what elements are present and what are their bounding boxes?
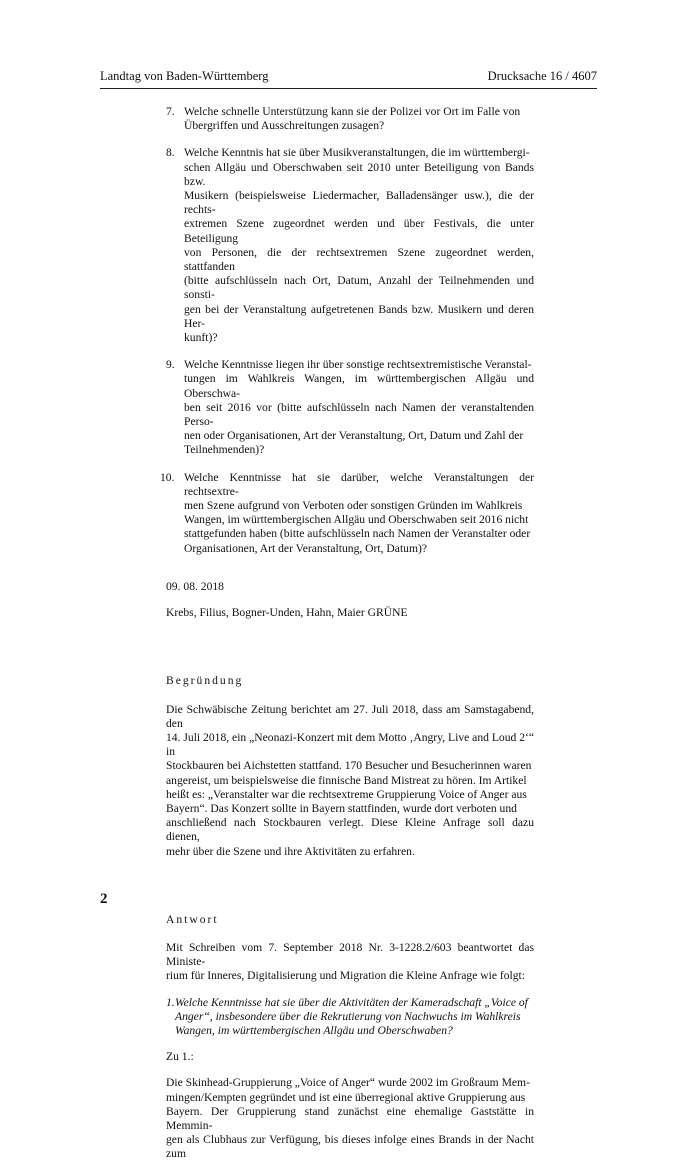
question-number: 10. [160, 470, 175, 484]
begruendung-line: Stockbauren bei Aichstetten stattfand. 170 Besucher und Besucherinnen waren [166, 759, 532, 773]
question-line: Musikern (beispielsweise Liedermacher, Balladensänger usw.), die der rechts- [184, 189, 534, 217]
question-number: 8. [166, 146, 175, 160]
question-item [166, 358, 534, 457]
question-line: kunft)? [184, 331, 218, 345]
question-line: ben seit 2016 vor (bitte aufschlüsseln nach Namen der veranstaltenden Perso- [184, 400, 534, 429]
question-line: von Personen, die der rechtsextremen Szene zugeordnet werden, stattfanden [184, 245, 534, 274]
answer-question-line: Welche Kenntnisse hat sie über die Aktivitäten der Kameradschaft „Voice of [175, 995, 528, 1009]
page-number: 2 [100, 891, 108, 907]
begruendung-line: angereist, um beispielsweise die finnische Band Mistreat zu hören. Im Artikel [166, 773, 527, 787]
question-line: Welche Kenntnisse liegen ihr über sonstige rechtsextremistische Veranstal- [184, 358, 532, 372]
answer-question-number: 1. [166, 995, 175, 1009]
document-body [160, 105, 534, 1174]
page-header [100, 68, 597, 84]
question-line: Welche Kenntnisse hat sie darüber, welche Veranstaltungen der rechtsextre- [184, 470, 534, 498]
question-line: stattgefunden haben (bitte aufschlüsseln nach Namen der Veranstalter oder [184, 527, 531, 541]
question-line: Welche schnelle Unterstützung kann sie der Polizei vor Ort im Falle von [184, 105, 521, 118]
begruendung-line: 14. Juli 2018, ein „Neonazi-Konzert mit dem Motto ‚Angry, Live and Loud 2‘“ in [166, 730, 534, 759]
question-line: gen bei der Veranstaltung aufgetretenen Bands bzw. Musikern und deren Her- [184, 302, 534, 330]
answer-question-line: Wangen, im württembergischen Allgäu und Oberschwaben? [175, 1023, 453, 1037]
answer-question-text [175, 996, 534, 1039]
question-text [184, 358, 534, 457]
question-line: extremen Szene zugeordnet werden und über Festivals, die unter Beteiligung [184, 217, 534, 245]
question-line: schen Allgäu und Oberschwaben seit 2010 unter Beteiligung von Bands bzw. [184, 160, 534, 188]
question-item [160, 470, 534, 556]
question-line: Organisationen, Art der Veranstaltung, Ort, Datum)? [184, 541, 427, 555]
begruendung-heading: Begründung [166, 674, 244, 688]
antwort-heading: Antwort [166, 912, 219, 926]
answer-label: Zu 1.: [166, 1050, 194, 1064]
question-line: Teilnehmenden)? [184, 443, 265, 457]
question-line: tungen im Wahlkreis Wangen, im württembergischen Allgäu und Oberschwa- [184, 372, 534, 400]
question-text [184, 146, 534, 345]
question-line: Welche Kenntnis hat sie über Musikveranstaltungen, die im württembergi- [184, 146, 530, 160]
question-text [184, 471, 534, 556]
question-line: Wangen, im württembergischen Allgäu und Oberschwaben seit 2016 nicht [184, 513, 529, 527]
begruendung-line: Die Schwäbische Zeitung berichtet am 27. Juli 2018, dass am Samstagabend, den [166, 702, 534, 730]
question-text [184, 105, 534, 133]
question-line: men Szene aufgrund von Verboten oder sonstigen Gründen im Wahlkreis [184, 499, 523, 513]
question-list [160, 105, 534, 556]
question-number: 7. [166, 105, 175, 118]
question-line: (bitte aufschlüsseln nach Ort, Datum, Anzahl der Teilnehmenden und sonsti- [184, 274, 534, 302]
header-rule [100, 88, 597, 89]
signers: Krebs, Filius, Bogner-Unden, Hahn, Maier GRÜNE [166, 606, 408, 620]
begruendung-line: mehr über die Szene und ihre Aktivitäten zu erfahren. [166, 844, 415, 858]
date: 09. 08. 2018 [166, 579, 224, 593]
answer-line: gen als Clubhaus zur Verfügung, bis dieses infolge eines Brands in der Nacht zum [166, 1133, 534, 1161]
antwort-intro-line: rium für Inneres, Digitalisierung und Migration die Kleine Anfrage wie folgt: [166, 969, 525, 983]
header-document-number: Drucksache 16 / 4607 [487, 69, 597, 83]
begruendung-line: Bayern“. Das Konzert sollte in Bayern stattfinden, wurde dort verboten und [166, 801, 517, 815]
begruendung-paragraph [166, 703, 534, 859]
question-line: nen oder Organisationen, Art der Veranstaltung, Ort, Datum und Zahl der [184, 429, 524, 443]
answer-line: Bayern. Der Gruppierung stand zunächst eine ehemalige Gaststätte in Memmin- [166, 1104, 534, 1132]
antwort-intro [166, 941, 534, 984]
begruendung-line: heißt es: „Veranstalter war die rechtsextreme Gruppierung Voice of Anger aus [166, 787, 527, 801]
begruendung-line: anschließend nach Stockbauren verlegt. Diese Kleine Anfrage soll dazu dienen, [166, 816, 534, 844]
answer-line: Die Skinhead-Gruppierung „Voice of Anger“ wurde 2002 im Großraum Mem- [166, 1076, 530, 1090]
answer-question-line: Anger“, insbesondere über die Rekrutierung von Nachwuchs im Wahlkreis [175, 1009, 521, 1023]
answer-paragraph [166, 1076, 534, 1161]
antwort-intro-line: Mit Schreiben vom 7. September 2018 Nr. 3-1228.2/603 beantwortet das Ministe- [166, 940, 534, 969]
header-parliament: Landtag von Baden-Württemberg [100, 69, 269, 83]
question-number: 9. [166, 358, 175, 372]
question-item [166, 105, 534, 133]
answer-question-1 [166, 996, 534, 1039]
answer-line: mingen/Kempten gegründet und ist eine überregional aktive Gruppierung aus [166, 1090, 526, 1104]
question-line: Übergriffen und Ausschreitungen zusagen? [184, 119, 385, 133]
question-item [166, 146, 534, 345]
